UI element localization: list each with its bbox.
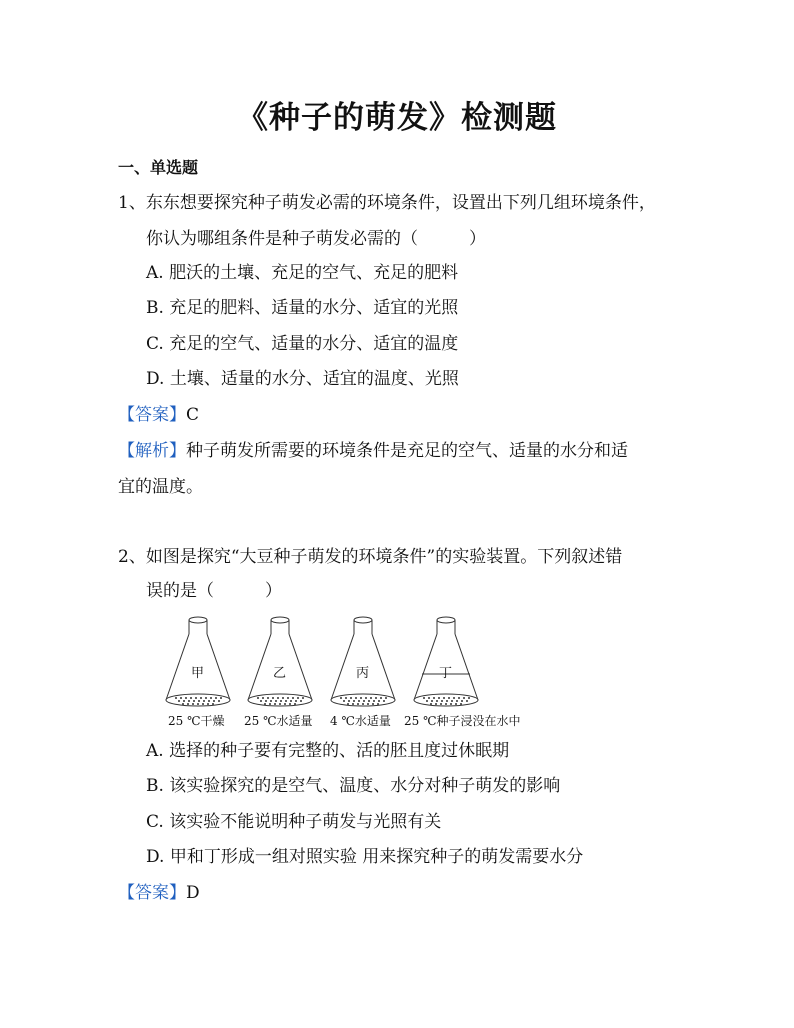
flask-yi-name: 乙 [273, 666, 287, 681]
answer-value: C [186, 405, 200, 425]
q1-option-d: D. 土壤、适量的水分、适宜的温度、光照 [146, 369, 459, 389]
q2-option-d: D. 甲和丁形成一组对照实验 用来探究种子的萌发需要水分 [146, 847, 584, 867]
q1-stem-line2: 你认为哪组条件是种子萌发必需的（ ） [146, 229, 486, 249]
flask-yi-label: 25 ℃水适量 [244, 714, 313, 728]
q2-answer [118, 882, 200, 904]
section-heading: 一、单选题 [118, 158, 199, 177]
q1-option-b: B. 充足的肥料、适量的水分、适宜的光照 [146, 298, 459, 318]
analysis-text: 种子萌发所需要的环境条件是充足的空气、适量的水分和适 [186, 441, 628, 461]
answer-tag: 【答案】 [118, 405, 186, 425]
q2-stem-line1: 2、如图是探究“大豆种子萌发的环境条件”的实验装置。下列叙述错 [118, 547, 623, 567]
experiment-figure [160, 614, 540, 730]
flasks-illustration [160, 614, 540, 714]
flask-jia-label: 25 ℃干燥 [168, 714, 225, 728]
flask-ding-label: 25 ℃种子浸没在水中 [404, 714, 521, 728]
answer-value: D [186, 883, 200, 903]
q2-option-c: C. 该实验不能说明种子萌发与光照有关 [146, 812, 442, 832]
q2-option-a: A. 选择的种子要有完整的、活的胚且度过休眠期 [146, 741, 510, 761]
q1-option-c: C. 充足的空气、适量的水分、适宜的温度 [146, 334, 459, 354]
flask-bing-name: 丙 [356, 666, 370, 681]
q1-answer [118, 404, 199, 426]
flask-bing-label: 4 ℃水适量 [330, 714, 391, 728]
q1-analysis-line2: 宜的温度。 [118, 477, 203, 497]
flask-ding-name: 丁 [439, 666, 453, 681]
answer-tag: 【答案】 [118, 883, 186, 903]
q1-stem-line1: 1、东东想要探究种子萌发必需的环境条件，设置出下列几组环境条件， [118, 193, 656, 213]
flask-jia-name: 甲 [191, 666, 205, 681]
q2-option-b: B. 该实验探究的是空气、温度、水分对种子萌发的影响 [146, 776, 561, 796]
q1-analysis-line1 [118, 440, 628, 462]
q2-stem-line2: 误的是（ ） [146, 581, 282, 601]
page-title: 《种子的萌发》检测题 [237, 100, 557, 136]
q1-option-a: A. 肥沃的土壤、充足的空气、充足的肥料 [146, 263, 459, 283]
analysis-tag: 【解析】 [118, 441, 186, 461]
